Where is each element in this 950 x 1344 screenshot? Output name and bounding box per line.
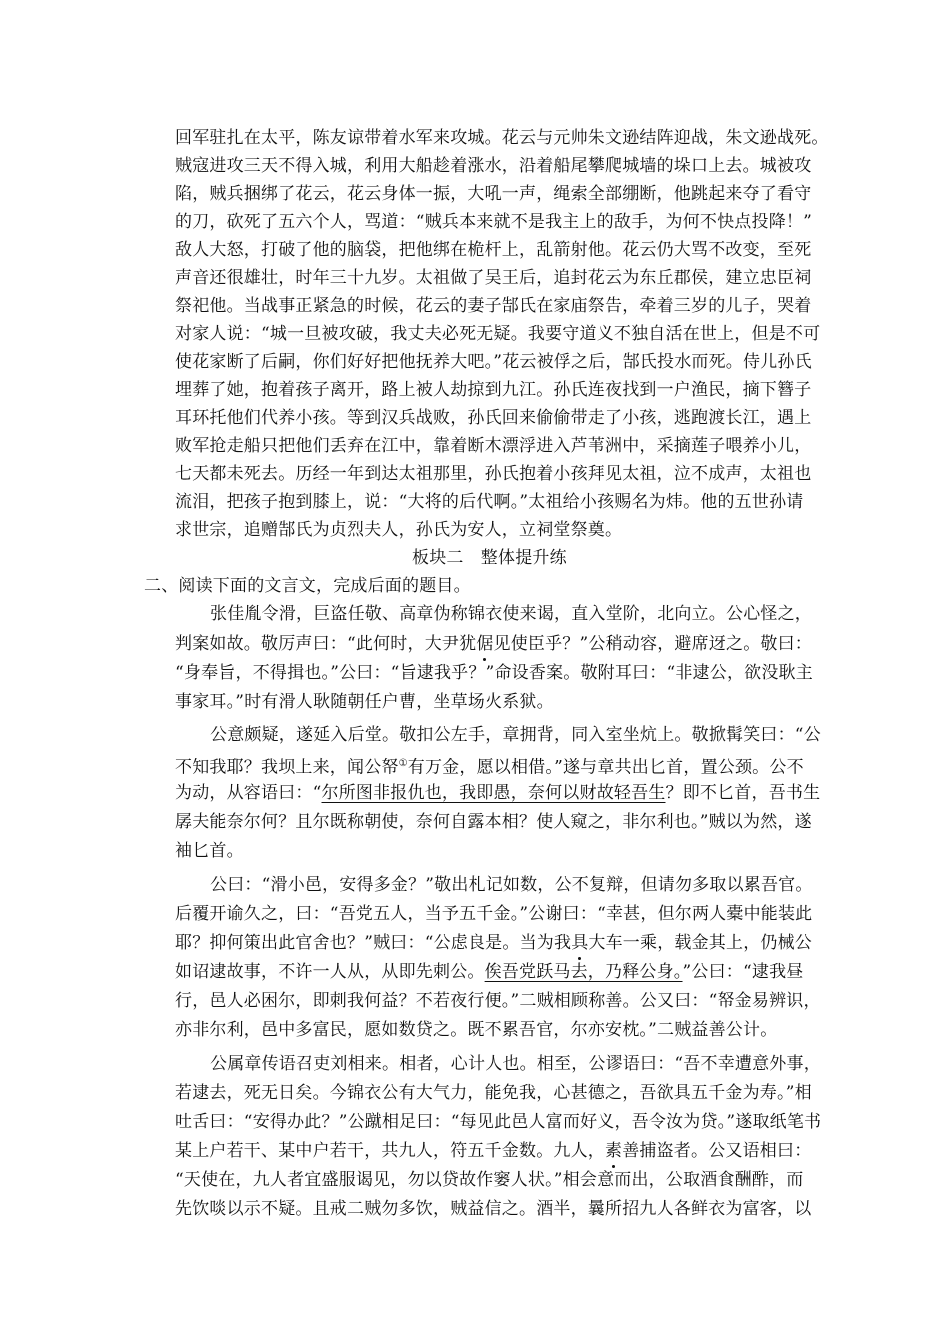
text-line: 若逮去，死无日矣。今锦衣公有大气力，能免我，心甚德之，吾欲具五千金为寿。”相 [175,1083,812,1103]
text-line: 贼寇进攻三天不得入城，利用大船趁着涨水，沿着船尾攀爬城墙的垛口上去。城被攻 [175,156,812,176]
text-line: 的刀，砍死了五六个人，骂道：“贼兵本来就不是我主上的敌手，为何不快点投降！” [175,212,812,232]
text-span: 善捕盗者。公又语相曰： [622,1141,812,1161]
text-line: 后覆开谕久之，曰：“吾党五人，当予五千金。”公谢曰：“幸甚，但尔两人橐中能装此 [175,904,813,924]
text-line: 耳环托他们代养小孩。等到汉兵战败，孙氏回来偷偷带走了小孩，逃跑渡长江，遇上 [175,408,812,428]
text-span: 耶？抑何策出此官舍也？”贼曰：“公虑良是。当为我 [175,933,572,953]
text-span: 有万金，愿以相借。”遂与章共出匕首，置公颈。公不 [407,757,804,778]
text-line: 孱夫能奈尔何？且尔既称朝使，奈何自露本相？使人窥之，非尔利也。”贼以为然，遂 [175,812,812,832]
text-line: 公曰：“滑小邑，安得多金？”敬出札记如数，公不复辩，但请勿多取以累吾官。 [210,875,813,895]
text-span: 不知我耶？我坝上来，闻公帑 [175,757,399,778]
text-span: 为动，从容语曰：“ [175,783,322,803]
text-span: 如诏逮故事，不许一人从，从即先刺公。 [175,962,485,982]
dotted-character: 具 [571,929,588,957]
text-line: 行，邑人必困尔，即刺我何益？不若夜行便。”二贼相顾称善。公又曰：“帑金易辨识， [175,991,821,1011]
text-line [175,958,804,986]
text-line: 陷，贼兵捆绑了花云，花云身体一振，大吼一声，绳索全部绷断，他跳起来夺了看守 [175,184,812,204]
text-line [175,929,812,957]
text-line: 敌人大怒，打破了他的脑袋，把他绑在桅杆上，乱箭射他。花云仍大骂不改变，至死 [175,240,812,260]
underlined-sentence: 尔所图非报仇也，我即愚，奈何以财故轻吾生 [321,783,666,803]
text-line: 埋葬了她，抱着孩子离开，路上被人劫掠到九江。孙氏连夜找到一户渔民，摘下簪子 [175,380,812,400]
text-line: 袖匕首。 [175,841,244,861]
text-span: 见使臣乎？”公稍动容，避席迓之。敬曰： [493,634,812,654]
text-line: 吐舌曰：“安得办此？”公蹴相足曰：“每见此邑人富而好义，吾令汝为贷。”遂取纸笔书 [175,1112,822,1132]
text-span: 判案如故。敬厉声曰：“此何时，大尹犹 [175,634,477,654]
text-line: 求世宗，追赠郜氏为贞烈夫人，孙氏为安人，立祠堂祭奠。 [175,520,623,540]
text-line [175,630,812,658]
text-line: 流泪，把孩子抱到膝上，说：“大将的后代啊。”太祖给小孩赐名为炜。他的五世孙请 [175,492,804,512]
text-line: 对家人说：“城一旦被攻破，我丈夫必死无疑。我要守道义不独自活在世上，但是不可 [175,324,821,344]
text-line: 亦非尔利，邑中多富民，愿如数贷之。既不累吾官，尔亦安枕。”二贼益善公计。 [175,1020,778,1040]
question-heading: 二、阅读下面的文言文，完成后面的题目。 [144,576,471,596]
text-line: “天使在，九人者宜盛服谒见，勿以贷故作窭人状。”相会意而出，公取酒食酬酢，而 [175,1170,804,1190]
text-line: 败军抢走船只把他们丢弃在江中，靠着断木漂浮进入芦苇洲中，采摘莲子喂养小儿， [175,436,812,456]
section-title: 板块二 整体提升练 [412,548,567,568]
dotted-character: 倨 [476,630,493,658]
text-line: “身奉旨，不得揖也。”公曰：“旨逮我乎？”命设香案。敬附耳曰：“非逮公，欲没耿主 [175,663,813,683]
text-line [175,750,804,782]
dotted-character: 素 [605,1137,622,1165]
text-line: 七天都未死去。历经一年到达太祖那里，孙氏抱着小孩拜见太祖，泣不成声，太祖也 [175,464,812,484]
underlined-sentence: 俟吾党跃马去，乃释公身。 [484,962,683,982]
text-line: 公意颇疑，遂延入后堂。敬扣公左手，章拥背，同入室坐炕上。敬掀髯笑曰：“公 [210,725,821,745]
text-span: 某上户若干、某中户若干，共九人，符五千金数。九人， [175,1141,605,1161]
text-line: 公属章传语召吏刘相来。相者，心计人也。相至，公谬语曰：“吾不幸遭意外事， [210,1054,821,1074]
text-line: 事家耳。”时有滑人耿随朝任户曹，坐草场火系狱。 [175,692,554,712]
text-line: 祭祀他。当战事正紧急的时候，花云的妻子郜氏在家庙祭告，牵着三岁的儿子，哭着 [175,296,812,316]
text-line [175,1137,811,1165]
footnote-marker: ① [398,758,408,769]
text-line: 回军驻扎在太平，陈友谅带着水军来攻城。花云与元帅朱文逊结阵迎战，朱文逊战死。 [175,128,829,148]
text-line: 先饮啖以示不疑。且戒二贼勿多饮，贼益信之。酒半，曩所招九人各鲜衣为富客，以 [175,1199,812,1219]
text-line: 声音还很雄壮，时年三十九岁。太祖做了吴王后，追封花云为东丘郡侯，建立忠臣祠 [175,268,812,288]
text-line [175,779,820,807]
text-line: 使花家断了后嗣，你们好好把他抚养大吧。”花云被俘之后，郜氏投水而死。侍儿孙氏 [175,352,812,372]
text-line: 张佳胤令滑，巨盗任敬、高章伪称锦衣使来谒，直入堂阶，北向立。公心怪之， [210,604,812,624]
text-span: ？即不匕首，吾书生 [665,783,821,803]
text-span: 大车一乘，载金其上，仍械公 [588,933,812,953]
text-span: ”公曰：“逮我昼 [682,962,804,982]
